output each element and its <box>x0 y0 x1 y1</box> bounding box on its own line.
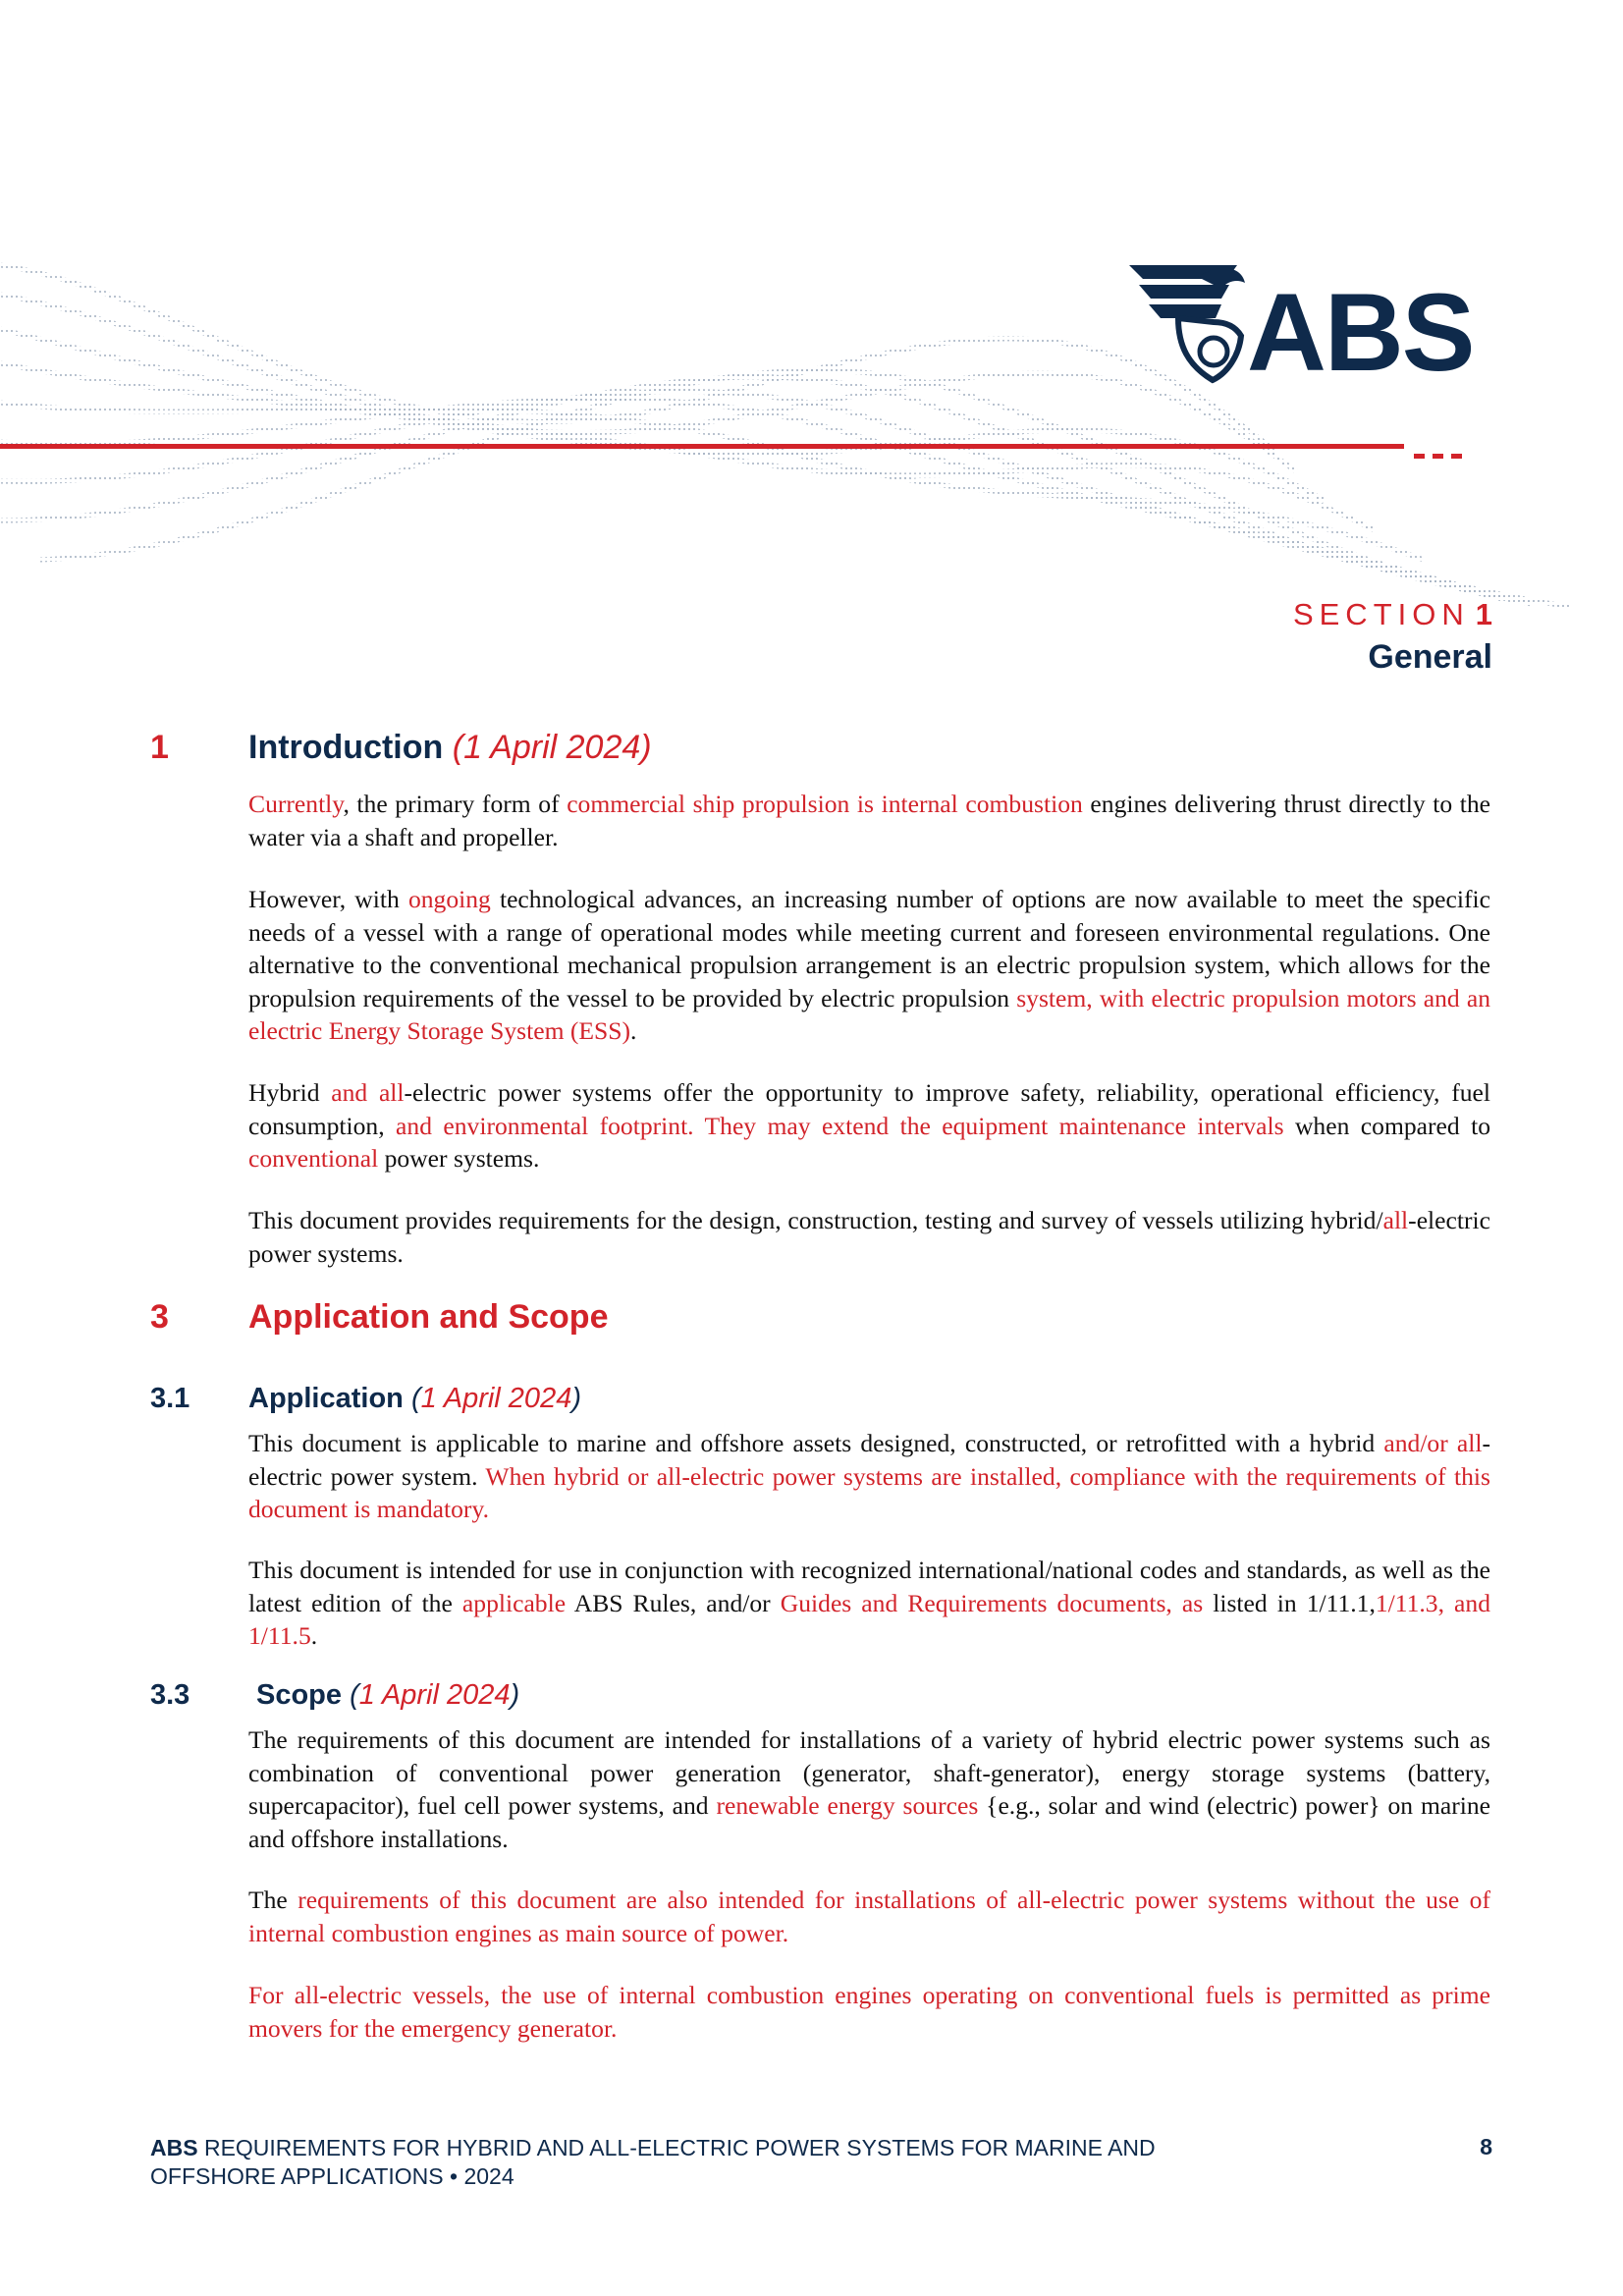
revised-text: When hybrid or all-electric power systems are installed, compliance with the requirements of this document is mandatory. <box>248 1461 1490 1523</box>
heading-application-and-scope <box>150 1298 608 1337</box>
heading-date: (1 April 2024) <box>452 729 652 766</box>
heading-introduction <box>150 729 652 767</box>
body-text: power systems. <box>378 1144 540 1173</box>
revised-text: applicable <box>461 1588 567 1617</box>
footer-title: REQUIREMENTS FOR HYBRID AND ALL-ELECTRIC POWER SYSTEMS FOR MARINE AND OFFSHORE APPLICATIONS • 2024 <box>150 2135 1156 2189</box>
section-number: 1 <box>1475 597 1492 631</box>
body-text: technological advances, an increasing number of options are now available to meet the specific needs of a vessel with a range of operational modes while meeting current and foreseen environmental regulations. One alternative to the conventional mechanical propulsion arrangement is an electric propulsion system, which allows for the propulsion requirements of the vessel to be provided by electric propulsion <box>248 885 1490 1012</box>
section-label <box>1293 597 1492 632</box>
body-text: {e.g., solar and wind (electric) power} on marine and offshore installations. <box>248 1791 1491 1853</box>
subheading-date: 1 April 2024 <box>420 1383 572 1414</box>
header-red-rule <box>0 444 1404 449</box>
footer-brand: ABS <box>150 2135 198 2160</box>
revised-text: commercial ship propulsion is internal combustion <box>567 790 1083 818</box>
revised-text: ongoing <box>407 885 491 913</box>
revised-text: 1/11.3, and 1/11.5 <box>248 1588 1491 1650</box>
body-text: , the primary form of <box>343 790 568 818</box>
paragraph <box>248 1427 1490 1526</box>
paragraph <box>248 1554 1490 1653</box>
revised-text: Currently <box>248 790 344 818</box>
revised-text: all <box>1382 1206 1409 1234</box>
paragraph <box>248 1076 1490 1175</box>
body-text: . <box>630 1016 637 1045</box>
heading-number: 3 <box>150 1298 169 1336</box>
subheading-scope: 3.3 Scope (1 April 2024) <box>150 1679 520 1711</box>
body-text: engines delivering thrust directly to the water via a shaft and propeller. <box>248 790 1490 851</box>
revised-text: and all <box>331 1078 405 1107</box>
heading-number: 1 <box>150 729 169 766</box>
page-footer <box>150 2134 1279 2191</box>
page-number: 8 <box>1480 2134 1492 2159</box>
body-text: This document provides requirements for the design, construction, testing and survey of vessels utilizing hybrid/ <box>248 1206 1383 1234</box>
paragraph <box>248 1723 1490 1855</box>
revised-text: system, with electric propulsion motors and an electric Energy Storage System (ESS) <box>248 983 1491 1045</box>
revised-text: and environmental footprint. They may extend the equipment maintenance intervals <box>396 1111 1284 1140</box>
body-text: ABS Rules, and/or <box>566 1588 781 1617</box>
body-text: listed in 1/11.1, <box>1203 1588 1376 1617</box>
section-title: General <box>1368 638 1492 676</box>
paragraph <box>248 1979 1490 2045</box>
body-text: However, with <box>248 885 408 913</box>
body-text: The requirements of this document are intended for installations of a variety of hybrid electric power systems such as combination of conventional power generation (generator, shaft-generator), energy storage systems (battery, supercapacitor), fuel cell power systems, and <box>248 1725 1490 1820</box>
revised-text: requirements of this document are also intended for installations of all-electric power systems without the use of internal combustion engines as main source of power. <box>248 1886 1490 1947</box>
body-text: -electric power system. <box>248 1429 1490 1491</box>
header-red-dots <box>1414 444 1470 459</box>
body-text: -electric power systems offer the opportunity to improve safety, reliability, operational efficiency, fuel consumption, <box>248 1078 1490 1140</box>
subheading-number: 3.3 <box>150 1679 190 1711</box>
logo-wordmark: ABS <box>1247 271 1474 394</box>
revised-text: renewable energy sources <box>716 1791 979 1820</box>
body-text: The <box>248 1886 298 1914</box>
paragraph <box>248 788 1490 853</box>
subheading-title: Scope <box>256 1679 343 1711</box>
paragraph <box>248 883 1490 1048</box>
revised-text: For all-electric vessels, the use of internal combustion engines operating on conventional fuels is permitted as prime movers for the emergency generator. <box>248 1981 1490 2043</box>
revised-text: conventional <box>248 1144 379 1173</box>
body-text: This document is intended for use in conjunction with recognized international/national codes and standards, as well as the latest edition of the <box>248 1556 1490 1617</box>
paragraph <box>248 1204 1490 1270</box>
subheading-title: Application <box>248 1383 404 1414</box>
revised-text: Guides and Requirements documents, as <box>780 1588 1204 1617</box>
paragraph <box>248 1884 1490 1949</box>
section-word: SECTION <box>1292 597 1470 631</box>
body-text: -electric power systems. <box>248 1206 1490 1268</box>
revised-text: and/or all <box>1383 1429 1483 1457</box>
subheading-application: 3.1 Application (1 April 2024) <box>150 1383 581 1414</box>
subheading-date: 1 April 2024 <box>358 1679 511 1711</box>
body-text: Hybrid <box>248 1078 332 1107</box>
body-text: This document is applicable to marine and offshore assets designed, constructed, or retrofitted with a hybrid <box>248 1429 1384 1457</box>
body-text: . <box>310 1621 318 1650</box>
subheading-number: 3.1 <box>150 1383 190 1414</box>
heading-title: Application and Scope <box>248 1298 609 1336</box>
heading-title: Introduction <box>248 729 444 766</box>
body-text: when compared to <box>1283 1111 1490 1140</box>
